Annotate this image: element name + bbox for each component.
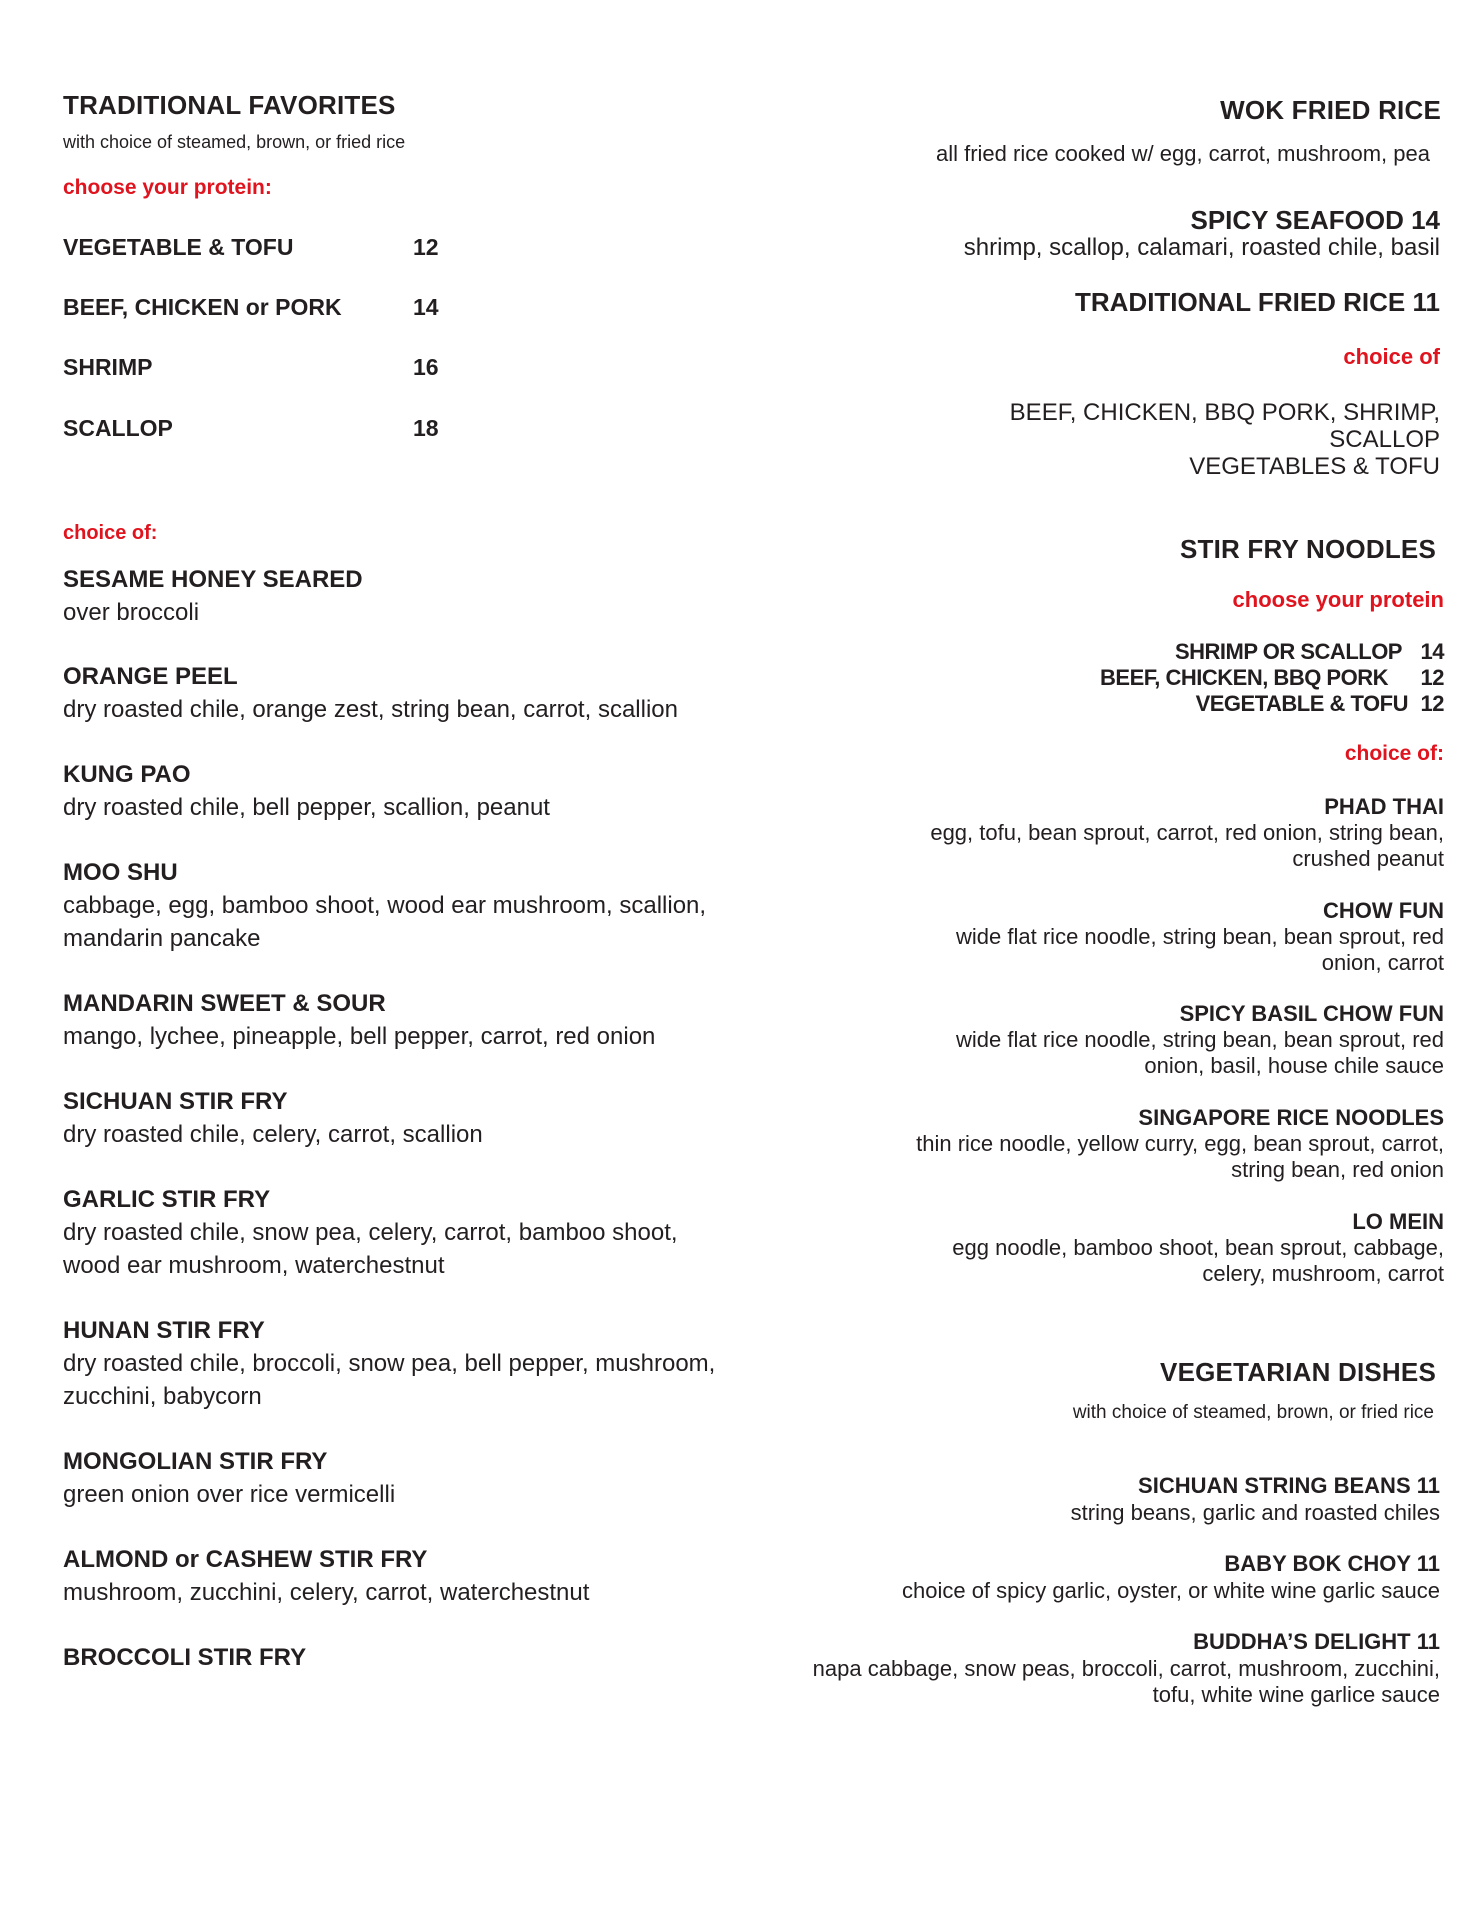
- noodle-dish-description: onion, basil, house chile sauce: [1144, 1053, 1444, 1078]
- noodles-title: STIR FRY NOODLES: [1179, 534, 1436, 564]
- dish-name: ORANGE PEEL: [63, 663, 238, 690]
- protein-price: 16: [413, 354, 439, 380]
- noodle-protein-row: [1175, 639, 1444, 665]
- noodle-dish-name: SINGAPORE RICE NOODLES: [1138, 1105, 1444, 1130]
- noodle-dish-description: wide flat rice noodle, string bean, bean sprout, red: [956, 924, 1444, 949]
- noodle-dish-description: wide flat rice noodle, string bean, bean sprout, red: [956, 1027, 1444, 1052]
- spicy-seafood-name: SPICY SEAFOOD 14: [1190, 205, 1440, 235]
- dish-name: KUNG PAO: [63, 761, 191, 788]
- noodle-protein-row: [1100, 665, 1444, 691]
- dish-description: green onion over rice vermicelli: [63, 1481, 396, 1508]
- dish-description: dry roasted chile, celery, carrot, scallion: [63, 1121, 483, 1148]
- noodle-protein-price: 14: [1420, 639, 1444, 664]
- vegetarian-title: VEGETARIAN DISHES: [1160, 1357, 1436, 1387]
- noodle-dish-name: CHOW FUN: [1323, 898, 1444, 923]
- dish-description: dry roasted chile, bell pepper, scallion, peanut: [63, 794, 550, 821]
- dish-name: ALMOND or CASHEW STIR FRY: [63, 1546, 428, 1573]
- noodle-protein-name: BEEF, CHICKEN, BBQ PORK: [1100, 665, 1388, 690]
- noodle-dish-name: LO MEIN: [1352, 1209, 1444, 1234]
- dish-name: SESAME HONEY SEARED: [63, 566, 363, 593]
- veg-dish-description: string beans, garlic and roasted chiles: [1070, 1500, 1440, 1525]
- dish-description: mushroom, zucchini, celery, carrot, waterchestnut: [63, 1579, 590, 1606]
- veg-dish-name: BUDDHA’S DELIGHT 11: [1193, 1629, 1440, 1654]
- dish-name: HUNAN STIR FRY: [63, 1317, 265, 1344]
- protein-label: choose your protein:: [63, 176, 272, 199]
- dish-description: mandarin pancake: [63, 925, 261, 952]
- veg-dish-name: SICHUAN STRING BEANS 11: [1138, 1473, 1440, 1498]
- fried-rice-choice-label: choice of: [1343, 344, 1440, 369]
- protein-price: 18: [413, 415, 439, 441]
- noodle-dish-description: thin rice noodle, yellow curry, egg, bean sprout, carrot,: [916, 1131, 1444, 1156]
- protein-row: [63, 294, 439, 321]
- noodles-choice-label: choice of:: [1344, 742, 1444, 765]
- dish-description: zucchini, babycorn: [63, 1383, 262, 1410]
- noodle-protein-price: 12: [1420, 691, 1444, 716]
- noodle-protein-price: 12: [1420, 665, 1444, 690]
- dish-name: GARLIC STIR FRY: [63, 1186, 271, 1213]
- dish-name: MOO SHU: [63, 859, 178, 886]
- dish-description: dry roasted chile, snow pea, celery, carrot, bamboo shoot,: [63, 1219, 678, 1246]
- dish-name: MANDARIN SWEET & SOUR: [63, 990, 386, 1017]
- dish-description: over broccoli: [63, 599, 200, 626]
- fried-rice-choice: VEGETABLES & TOFU: [1189, 453, 1440, 480]
- dish-description: dry roasted chile, broccoli, snow pea, bell pepper, mushroom,: [63, 1350, 716, 1377]
- dish-description: wood ear mushroom, waterchestnut: [63, 1252, 445, 1279]
- protein-name: VEGETABLE & TOFU: [63, 234, 294, 260]
- noodle-protein-row: [1196, 691, 1444, 717]
- noodle-protein-name: SHRIMP OR SCALLOP: [1174, 639, 1402, 664]
- protein-price: 12: [413, 234, 439, 260]
- dish-name: BROCCOLI STIR FRY: [63, 1644, 307, 1671]
- section-title: TRADITIONAL FAVORITES: [63, 90, 396, 120]
- dish-description: dry roasted chile, orange zest, string bean, carrot, scallion: [63, 696, 678, 723]
- protein-name: SCALLOP: [63, 415, 173, 441]
- noodle-dish-description: onion, carrot: [1321, 950, 1444, 975]
- vegetarian-subtitle: with choice of steamed, brown, or fried rice: [1072, 1402, 1434, 1423]
- noodle-dish-name: SPICY BASIL CHOW FUN: [1179, 1001, 1444, 1026]
- veg-dish-description: napa cabbage, snow peas, broccoli, carrot, mushroom, zucchini,: [812, 1656, 1440, 1681]
- traditional-fried-rice-name: TRADITIONAL FRIED RICE 11: [1074, 287, 1440, 317]
- noodle-dish-description: celery, mushroom, carrot: [1202, 1261, 1444, 1286]
- fried-rice-choice: SCALLOP: [1329, 426, 1440, 453]
- noodle-dish-description: string bean, red onion: [1231, 1157, 1444, 1182]
- spicy-seafood-description: shrimp, scallop, calamari, roasted chile, basil: [963, 234, 1440, 261]
- dish-name: SICHUAN STIR FRY: [63, 1088, 288, 1115]
- noodle-protein-name: VEGETABLE & TOFU: [1195, 691, 1408, 716]
- protein-row: [63, 415, 439, 442]
- wok-subtitle: all fried rice cooked w/ egg, carrot, mushroom, pea: [935, 141, 1430, 166]
- dish-description: cabbage, egg, bamboo shoot, wood ear mushroom, scallion,: [63, 892, 707, 919]
- noodle-dish-name: PHAD THAI: [1324, 794, 1444, 819]
- veg-dish-name: BABY BOK CHOY 11: [1224, 1551, 1440, 1576]
- protein-row: [63, 354, 439, 381]
- noodle-dish-description: egg noodle, bamboo shoot, bean sprout, cabbage,: [952, 1235, 1444, 1260]
- section-subtitle: with choice of steamed, brown, or fried rice: [63, 132, 406, 152]
- choice-label: choice of:: [63, 522, 158, 544]
- dish-description: mango, lychee, pineapple, bell pepper, carrot, red onion: [63, 1023, 656, 1050]
- protein-name: BEEF, CHICKEN or PORK: [63, 294, 342, 320]
- veg-dish-description: choice of spicy garlic, oyster, or white wine garlic sauce: [901, 1578, 1440, 1603]
- protein-row: [63, 234, 439, 261]
- noodle-dish-description: egg, tofu, bean sprout, carrot, red onion, string bean,: [930, 820, 1444, 845]
- noodle-dish-description: crushed peanut: [1292, 846, 1444, 871]
- noodles-protein-label: choose your protein: [1232, 587, 1444, 612]
- dish-name: MONGOLIAN STIR FRY: [63, 1448, 328, 1475]
- veg-dish-description: tofu, white wine garlice sauce: [1152, 1682, 1440, 1707]
- wok-title: WOK FRIED RICE: [1220, 95, 1441, 125]
- protein-price: 14: [413, 294, 439, 320]
- protein-name: SHRIMP: [63, 354, 153, 380]
- fried-rice-choice: BEEF, CHICKEN, BBQ PORK, SHRIMP,: [1009, 399, 1440, 426]
